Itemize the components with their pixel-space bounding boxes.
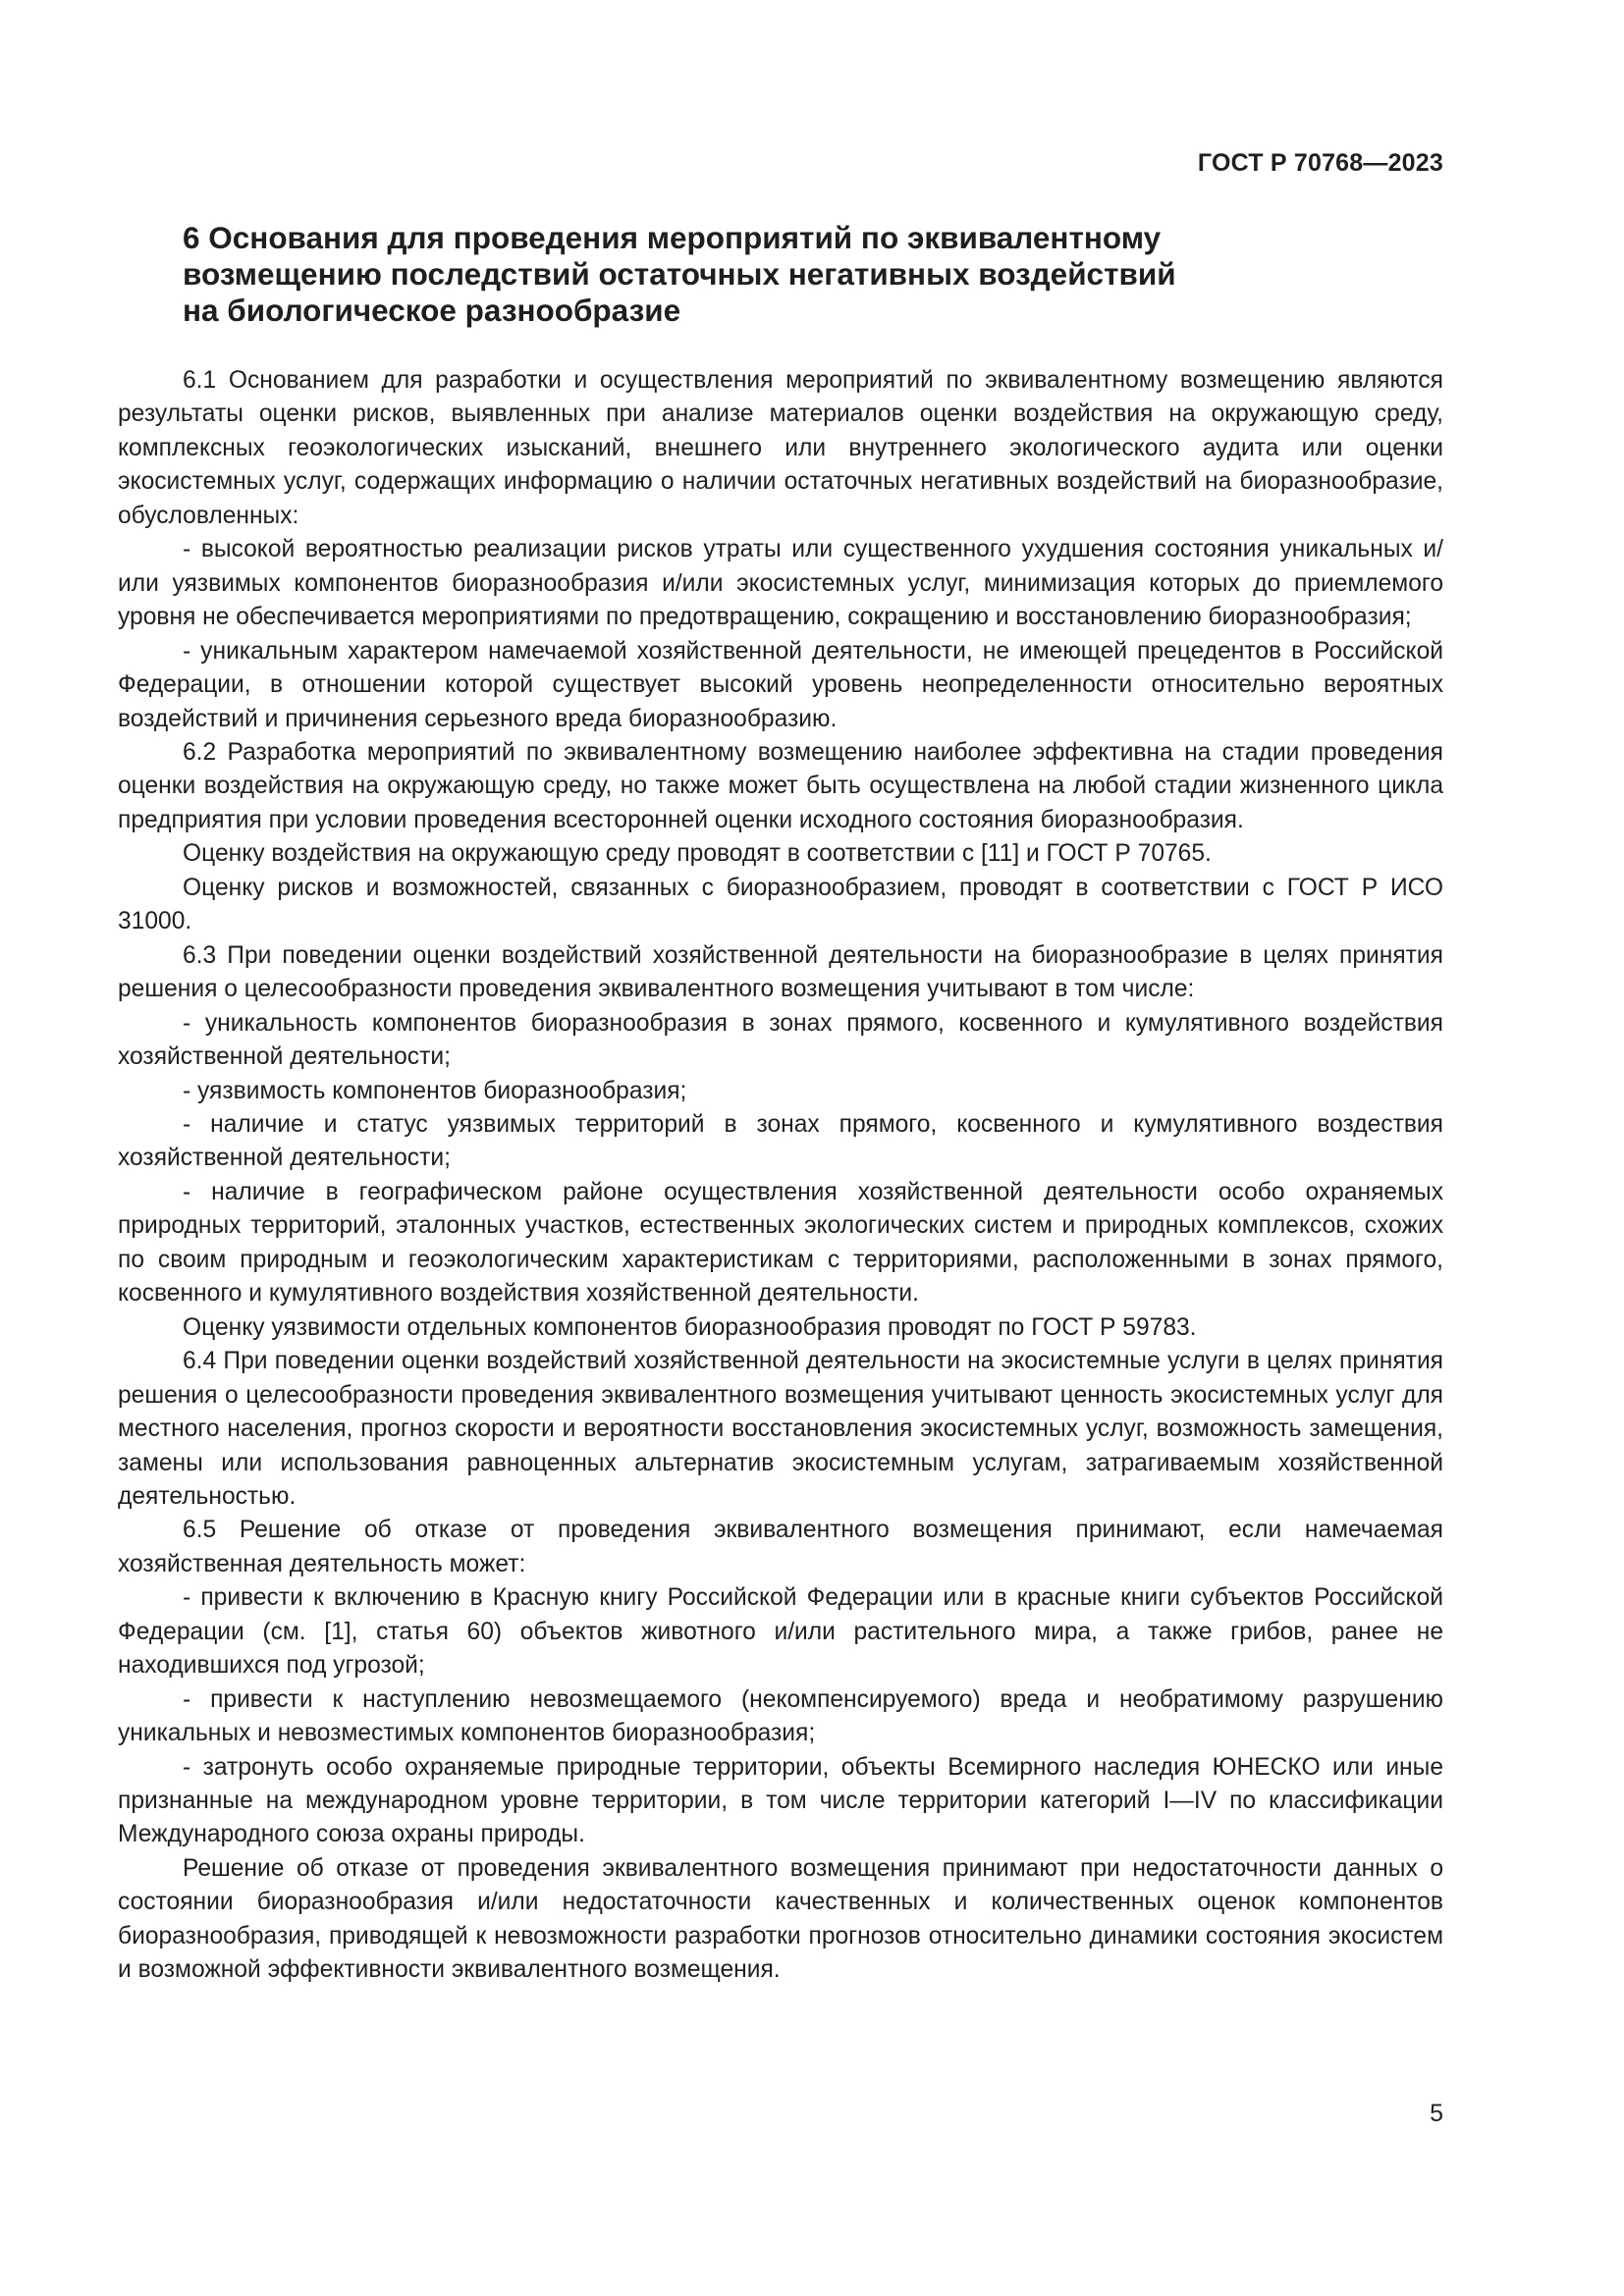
section-body [118, 364, 1443, 1988]
paragraph-6-2: 6.2 Разработка мероприятий по эквивалентному возмещению наиболее эффективна на стадии проведения оценки воздействия на окружающую среду, но также может быть осуществлена на любой стадии жизненного цикла предприятия при условии проведения всесторонней оценки исходного состояния биоразнообразия. [118, 738, 1443, 833]
list-item: - высокой вероятностью реализации рисков утраты или существенного ухудшения состояния уникальных и/или уязвимых компонентов биоразнообразия и/или экосистемных услуг, минимизация которых до приемлемого уровня не обеспечивается мероприятиями по предотвращению, сокращению и восстановлению биоразнообразия; [118, 536, 1443, 631]
section-title-line: возмещению последствий остаточных негативных воздействий [183, 256, 1176, 292]
list-item: - наличие и статус уязвимых территорий в зонах прямого, косвенного и кумулятивного воздествия хозяйственной деятельности; [118, 1110, 1443, 1172]
list-item: - уязвимость компонентов биоразнообразия; [183, 1077, 687, 1104]
paragraph: Решение об отказе от проведения эквивалентного возмещения принимают при недостаточности данных о состоянии биоразнообразия и/или недостаточности качественных и количественных оценок компонентов биоразнообразия, приводящей к невозможности разработки прогнозов относительно динамики состояния экосистем и возможной эффективности эквивалентного возмещения. [118, 1854, 1443, 1984]
section-title [183, 220, 1341, 329]
paragraph-6-1: 6.1 Основанием для разработки и осуществления мероприятий по эквивалентному возмещению являются результаты оценки рисков, выявленных при анализе материалов оценки воздействия на окружающую среду, комплексных геоэкологических изысканий, внешнего или внутреннего экологического аудита или оценки экосистемных услуг, содержащих информацию о наличии остаточных негативных воздействий на биоразнообразие, обусловленных: [118, 367, 1443, 529]
list-item: - уникальным характером намечаемой хозяйственной деятельности, не имеющей прецедентов в Российской Федерации, в отношении которой существует высокий уровень неопределенности относительно вероятных воздействий и причинения серьезного вреда биоразнообразию. [118, 637, 1443, 732]
paragraph-6-5: 6.5 Решение об отказе от проведения эквивалентного возмещения принимают, если намечаемая хозяйственная деятельность может: [118, 1517, 1443, 1577]
list-item: - уникальность компонентов биоразнообразия в зонах прямого, косвенного и кумулятивного воздействия хозяйственной деятельности; [118, 1009, 1443, 1071]
paragraph-6-4: 6.4 При поведении оценки воздействий хозяйственной деятельности на экосистемные услуги в целях принятия решения о целесообразности проведения эквивалентного возмещения учитывают ценность экосистемных услуг для местного населения, прогноз скорости и вероятности восстановления экосистемных услуг, возможность замещения, замены или использования равноценных альтернатив экосистемным услугам, затрагиваемым хозяйственной деятельностью. [118, 1348, 1443, 1510]
list-item: - привести к наступлению невозмещаемого (некомпенсируемого) вреда и необратимому разрушению уникальных и невозместимых компонентов биоразнообразия; [118, 1685, 1443, 1747]
list-item: - привести к включению в Красную книгу Российской Федерации или в красные книги субъектов Российской Федерации (см. [1], статья 60) объектов животного и/или растительного мира, а также грибов, ранее не находившихся под угрозой; [118, 1584, 1443, 1680]
list-item: - наличие в географическом районе осуществления хозяйственной деятельности особо охраняемых природных территорий, эталонных участков, естественных экологических систем и природных комплексов, схожих по своим природным и геоэкологическим характеристикам с территориями, расположенными в зонах прямого, косвенного и кумулятивного воздействия хозяйственной деятельности. [118, 1178, 1443, 1308]
paragraph: Оценку воздействия на окружающую среду проводят в соответствии с [11] и ГОСТ Р 70765. [183, 840, 1212, 868]
document-code: ГОСТ Р 70768—2023 [1197, 149, 1443, 177]
list-item: - затронуть особо охраняемые природные территории, объекты Всемирного наследия ЮНЕСКО или иные признанные на международном уровне территории, в том числе территории категорий I—IV по классификации Международного союза охраны природы. [118, 1753, 1443, 1848]
section-title-line: на биологическое разнообразие [183, 293, 681, 328]
paragraph: Оценку уязвимости отдельных компонентов биоразнообразия проводят по ГОСТ Р 59783. [183, 1313, 1197, 1341]
section-title-line: 6 Основания для проведения мероприятий по эквивалентному [183, 220, 1162, 255]
page-number: 5 [1430, 2100, 1443, 2127]
paragraph-6-3: 6.3 При поведении оценки воздействий хозяйственной деятельности на биоразнообразие в целях принятия решения о целесообразности проведения эквивалентного возмещения учитывают в том числе: [118, 941, 1443, 1003]
paragraph: Оценку рисков и возможностей, связанных с биоразнообразием, проводят в соответствии с ГОСТ Р ИСО 31000. [118, 874, 1443, 935]
